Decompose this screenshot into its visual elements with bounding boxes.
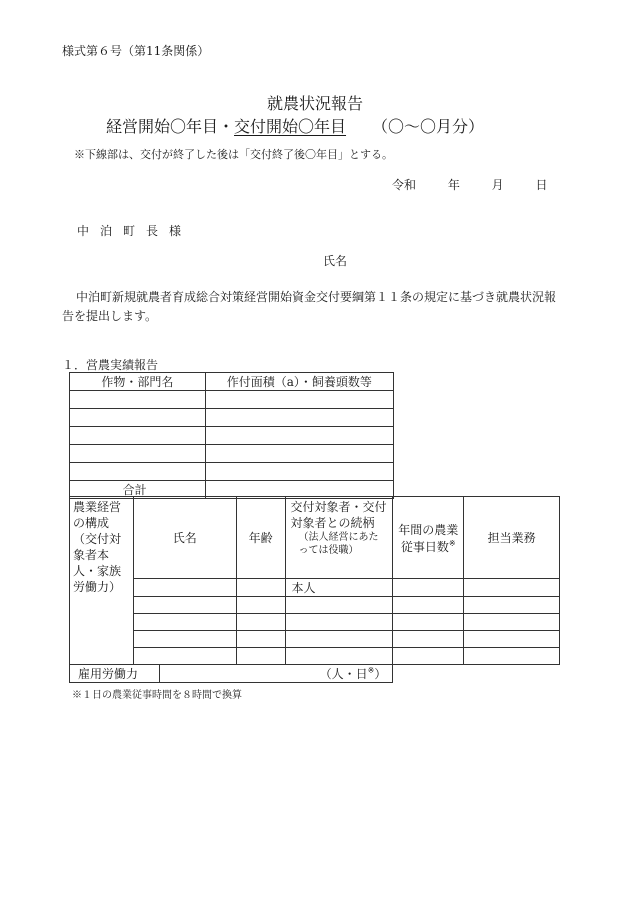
duty-cell[interactable] [464,614,560,631]
relation-col-title: 交付対象者・交付対象者との続柄 [290,500,387,530]
blank-area [393,665,560,683]
work-days-mark: ※ [448,538,456,548]
duty-cell[interactable] [464,579,560,597]
work-days-col-header [393,497,464,579]
age-col-header: 年齢 [236,497,285,579]
crop-cell[interactable] [70,391,206,409]
crop-table [69,372,394,499]
addressee: 中泊町長様 [77,224,193,238]
name-cell[interactable] [133,648,236,665]
relation-col-note: （法人経営にあたっては役職） [298,532,379,556]
name-cell[interactable] [133,631,236,648]
area-cell[interactable] [205,427,393,445]
signer-name-label: 氏名 [323,254,348,268]
hired-unit-mark: ※ [367,666,375,675]
days-cell[interactable] [393,614,464,631]
age-cell[interactable] [236,579,285,597]
duty-cell[interactable] [464,631,560,648]
relation-col-header [285,497,393,579]
table-row [70,445,394,463]
duty-col-header: 担当業務 [464,497,560,579]
days-cell[interactable] [393,648,464,665]
area-cell[interactable] [205,445,393,463]
table-row [70,597,560,614]
table-row [70,631,560,648]
form-number: 様式第６号（第11条関係） [62,44,210,58]
subtitle-management-year: 経営開始〇年目・ [106,117,235,136]
report-subtitle [106,114,484,137]
crop-cell[interactable] [70,427,206,445]
table-row [70,391,394,409]
relation-cell[interactable] [285,631,393,648]
crop-cell[interactable] [70,409,206,427]
underline-note: ※下線部は、交付が終了した後は「交付終了後〇年目」とする。 [74,148,393,161]
body-text: 中泊町新規就農者育成総合対策経営開始資金交付要綱第１１条の規定に基づき就農状況報告を提出します。 [62,290,557,323]
hired-unit: （人・日 [319,667,368,681]
relation-cell[interactable] [285,614,393,631]
labor-side-label: 農業経営の構成（交付対象者本人・家族労働力） [70,497,134,665]
table-row [70,427,394,445]
age-cell[interactable] [236,648,285,665]
work-days-title: 年間の農業従事日数 [398,522,459,554]
name-cell[interactable] [133,579,236,597]
table-row [70,614,560,631]
hired-unit-close: ） [374,667,387,681]
table-row [70,463,394,481]
hired-labor-value[interactable] [159,665,393,683]
area-cell[interactable] [205,409,393,427]
duty-cell[interactable] [464,648,560,665]
subtitle-grant-year: 交付開始〇年目 [234,117,347,136]
self-relation-cell: 本人 [285,579,393,597]
name-col-header: 氏名 [133,497,236,579]
labor-table [69,496,560,683]
area-cell[interactable] [205,463,393,481]
crop-cell[interactable] [70,445,206,463]
section-title: １．営農実績報告 [62,358,159,372]
duty-cell[interactable] [464,597,560,614]
area-col-header: 作付面積（a）・飼養頭数等 [205,373,393,391]
report-title: 就農状況報告 [266,94,363,113]
footnote: ※１日の農業従事時間を８時間で換算 [72,690,242,701]
relation-cell[interactable] [285,648,393,665]
subtitle-month-range: （〇～〇月分） [372,117,485,136]
area-cell[interactable] [205,391,393,409]
hired-labor-label: 雇用労働力 [70,665,160,683]
age-cell[interactable] [236,631,285,648]
days-cell[interactable] [393,631,464,648]
days-cell[interactable] [393,597,464,614]
table-row [70,579,560,597]
date-line: 令和 年 月 日 [392,178,548,192]
age-cell[interactable] [236,597,285,614]
age-cell[interactable] [236,614,285,631]
table-row [70,648,560,665]
name-cell[interactable] [133,597,236,614]
total-label: 合計 [70,481,206,499]
name-cell[interactable] [133,614,236,631]
crop-col-header: 作物・部門名 [70,373,206,391]
crop-cell[interactable] [70,463,206,481]
days-cell[interactable] [393,579,464,597]
table-row [70,409,394,427]
relation-cell[interactable] [285,597,393,614]
